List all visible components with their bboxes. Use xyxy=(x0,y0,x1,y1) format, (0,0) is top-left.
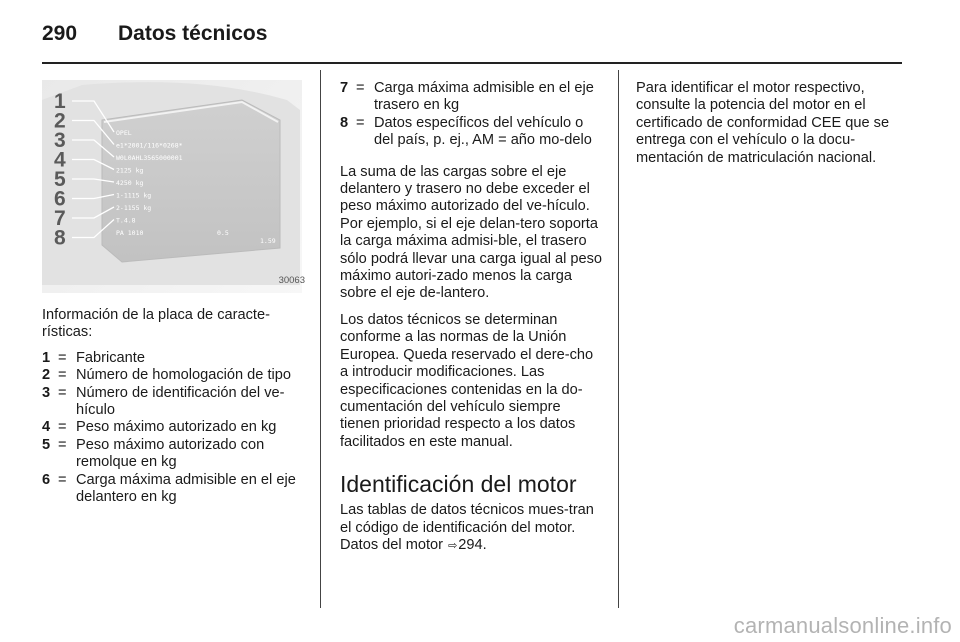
plate-text-line: 1-1115 kg xyxy=(116,191,152,200)
watermark: carmanualsonline.info xyxy=(733,613,952,638)
plate-figure xyxy=(42,80,305,293)
column-divider xyxy=(618,70,619,608)
header-rule xyxy=(42,62,902,64)
plate-text-line: 4250 kg xyxy=(116,179,144,187)
column-left xyxy=(42,80,304,506)
plate-text-line: e1*2001/116*0268* xyxy=(116,141,183,150)
plate-illustration xyxy=(42,80,302,293)
plate-text-line: T.4.8 xyxy=(116,216,136,225)
engine-id-paragraph: Las tablas de datos técnicos mues-tran el código de identificación del motor. Datos del motor ⇨294. xyxy=(340,502,604,555)
plate-text-line: PA 1010 xyxy=(116,229,144,237)
column-middle xyxy=(340,80,604,564)
callout-number: 3 xyxy=(54,129,66,152)
legend-item: 6 = Carga máxima admisible en el eje delantero en kg xyxy=(42,471,296,506)
callout-number: 2 xyxy=(54,109,66,133)
plate-text-line: 2125 kg xyxy=(116,166,144,175)
legend-item: 3 = Número de identificación del ve-hículo xyxy=(42,384,285,419)
legend-item: 8 = Datos específicos del vehículo o del país, p. ej., AM = año mo-delo xyxy=(340,114,592,149)
page-number: 290 xyxy=(42,22,78,45)
callout-number: 4 xyxy=(54,148,66,172)
plate-text-line: W0L0AHL3565000001 xyxy=(116,154,183,162)
callout-number: 6 xyxy=(54,187,66,211)
regulations-paragraph: Los datos técnicos se determinan conforme a las normas de la Unión Europea. Queda reservado el dere-cho a introducir modificaciones. Las especificaciones contenidas en la do-cumentación del vehículo siempre tienen prioridad respecto a los datos facilitados en este manual. xyxy=(340,311,594,450)
plate-text-line: OPEL xyxy=(116,129,132,137)
engine-power-paragraph: Para identificar el motor respectivo, consulte la potencia del motor en el certificado de conformidad CEE que se entrega con el vehículo o la docu-mentación de matriculación nacional. xyxy=(636,80,890,166)
page-header xyxy=(42,18,902,64)
page-reference-icon: ⇨ xyxy=(448,539,458,552)
legend-item: 7 = Carga máxima admisible en el eje trasero en kg xyxy=(340,80,594,114)
figure-code: 30063 xyxy=(278,274,305,286)
plate-text-value: 0.5 xyxy=(217,229,229,237)
legend-item: 1 = Fabricante xyxy=(42,349,145,366)
callout-number: 1 xyxy=(54,90,66,113)
callout-number: 5 xyxy=(54,168,66,191)
callout-number: 8 xyxy=(54,226,66,250)
plate-text-line: 2-1155 kg xyxy=(116,204,152,212)
plate-legend-list xyxy=(42,350,304,507)
plate-legend-list-continued xyxy=(340,80,604,150)
page-reference-link[interactable]: 294. xyxy=(458,536,487,553)
legend-item: 4 = Peso máximo autorizado en kg xyxy=(42,419,277,436)
column-right xyxy=(636,80,906,176)
legend-item: 5 = Peso máximo autorizado con remolque en kg xyxy=(42,436,265,471)
page-title: Datos técnicos xyxy=(118,22,268,45)
legend-item: 2 = Número de homologación de tipo xyxy=(42,367,291,384)
column-divider xyxy=(320,70,321,608)
section-heading: Identificación del motor xyxy=(340,471,577,498)
callout-number: 7 xyxy=(54,207,66,230)
plate-caption: Información de la placa de caracte- rísticas: xyxy=(42,307,270,341)
load-paragraph: La suma de las cargas sobre el eje delantero y trasero no debe exceder el peso máximo autorizado del ve-hículo. Por ejemplo, si el eje delan-tero soporta la carga máxima admisi-ble, el trasero sólo podrá llevar una carga igual al peso máximo autori-zado menos la carga sobre el eje de-lantero. xyxy=(340,163,603,302)
plate-text-value: 1.59 xyxy=(260,237,276,245)
